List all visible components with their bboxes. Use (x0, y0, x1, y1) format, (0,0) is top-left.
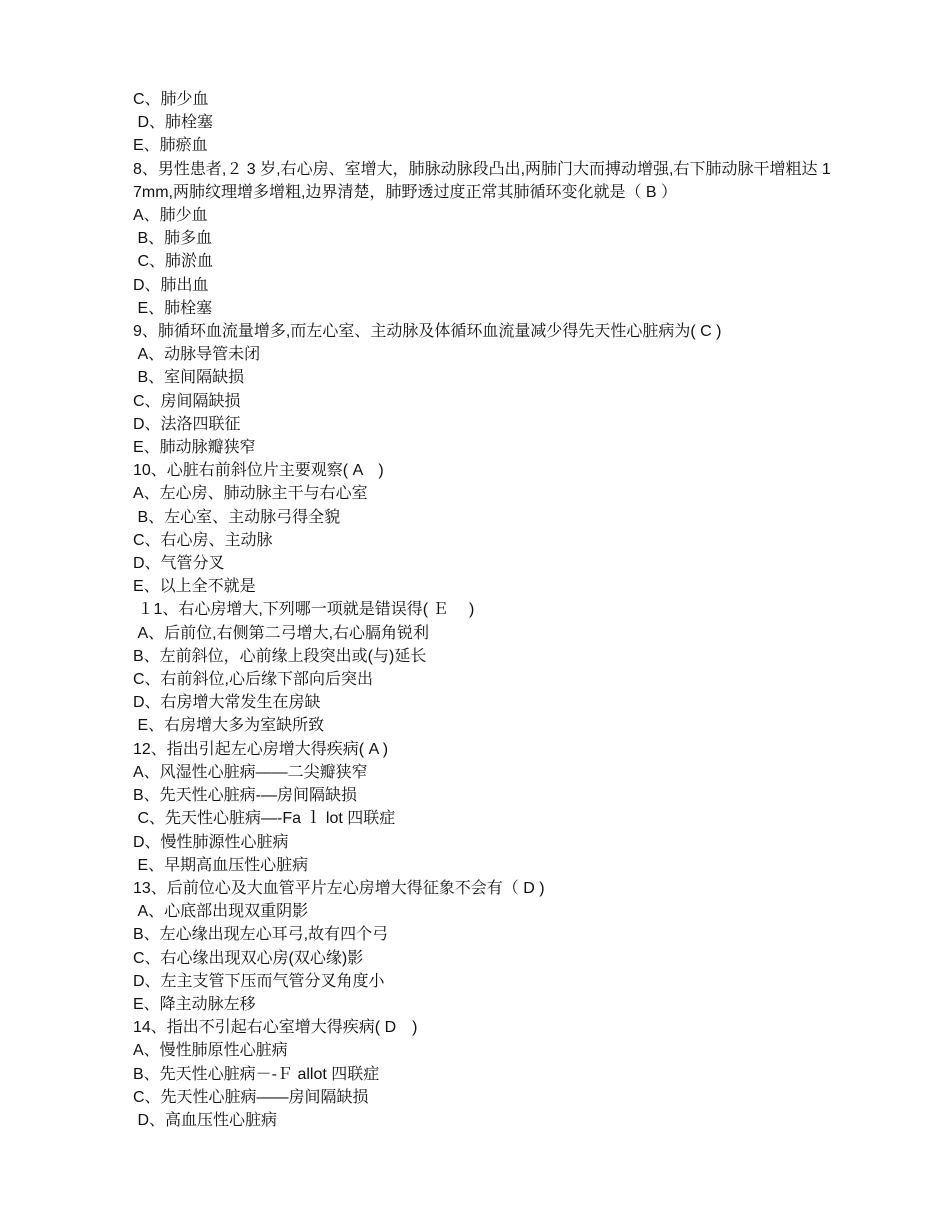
text-line: A、动脉导管未闭 (133, 346, 261, 364)
text-line: D、法洛四联征 (133, 415, 241, 433)
question-14: 14、指出不引起右心室增大得疾病( D ) (133, 1019, 418, 1037)
text-line: B、左心缘出现左心耳弓,故有四个弓 (133, 926, 389, 944)
text-line: C、先天性心脏病——房间隔缺损 (133, 1088, 369, 1106)
text-line: E、降主动脉左移 (133, 995, 256, 1013)
text-line: D、气管分叉 (133, 555, 225, 573)
text-line: C、右心房、主动脉 (133, 531, 273, 549)
text-line: B、先天性心脏病－-Ｆ allot 四联症 (133, 1065, 380, 1083)
text-line: C、右前斜位,心后缘下部向后突出 (133, 671, 374, 689)
text-line: A、慢性肺原性心脏病 (133, 1042, 288, 1060)
text-line: D、高血压性心脏病 (133, 1111, 278, 1129)
text-line: D、慢性肺源性心脏病 (133, 833, 289, 851)
text-line: A、风湿性心脏病——二尖瓣狭窄 (133, 763, 368, 781)
text-line: D、肺出血 (133, 276, 209, 294)
text-line: D、左主支管下压而气管分叉角度小 (133, 972, 385, 990)
text-line: E、肺栓塞 (133, 299, 213, 317)
text-line: C、肺少血 (133, 91, 209, 108)
text-line: B、左前斜位，心前缘上段突出或(与)延长 (133, 647, 427, 665)
text-line: B、先天性心脏病-—房间隔缺损 (133, 787, 358, 805)
text-line: E、肺动脉瓣狭窄 (133, 439, 256, 457)
question-8: 8、男性患者,２ 3 岁,右心房、室增大，肺脉动脉段凸出,两肺门大而搏动增强,右下肺动脉干增粗达 17mm,两肺纹理增多增粗,边界清楚，肺野透过度正常其肺循环变化就是（ B ） (133, 160, 831, 201)
text-line: B、左心室、主动脉弓得全貌 (133, 508, 341, 526)
text-line: E、肺瘀血 (133, 137, 208, 155)
text-line: D、肺栓塞 (133, 114, 214, 132)
question-11: １1、右心房增大,下列哪一项就是错误得( Ｅ ) (133, 601, 475, 619)
text-line: E、右房增大多为室缺所致 (133, 717, 325, 735)
question-10: 10、心脏右前斜位片主要观察( A ) (133, 462, 384, 480)
text-line: B、室间隔缺损 (133, 369, 245, 387)
text-line: E、以上全不就是 (133, 578, 256, 596)
text-line: A、后前位,右侧第二弓增大,右心膈角锐利 (133, 624, 430, 642)
question-12: 12、指出引起左心房增大得疾病( A ) (133, 740, 389, 758)
question-9: 9、肺循环血流量增多,而左心室、主动脉及体循环血流量减少得先天性心脏病为( C ) (133, 323, 722, 341)
text-line: B、肺多血 (133, 230, 213, 248)
question-13: 13、后前位心及大血管平片左心房增大得征象不会有（ D ) (133, 879, 545, 897)
text-line: E、早期高血压性心脏病 (133, 856, 309, 874)
text-line: D、右房增大常发生在房缺 (133, 694, 321, 712)
text-line: A、心底部出现双重阴影 (133, 903, 309, 921)
text-line: C、房间隔缺损 (133, 392, 241, 410)
text-line: C、肺淤血 (133, 253, 214, 271)
text-line: A、肺少血 (133, 207, 208, 225)
text-line: C、右心缘出现双心房(双心缘)影 (133, 949, 364, 967)
text-line: A、左心房、肺动脉主干与右心室 (133, 485, 368, 503)
text-line: C、先天性心脏病—-Fa ｌ lot 四联症 (133, 810, 396, 828)
document-body (133, 88, 833, 1132)
